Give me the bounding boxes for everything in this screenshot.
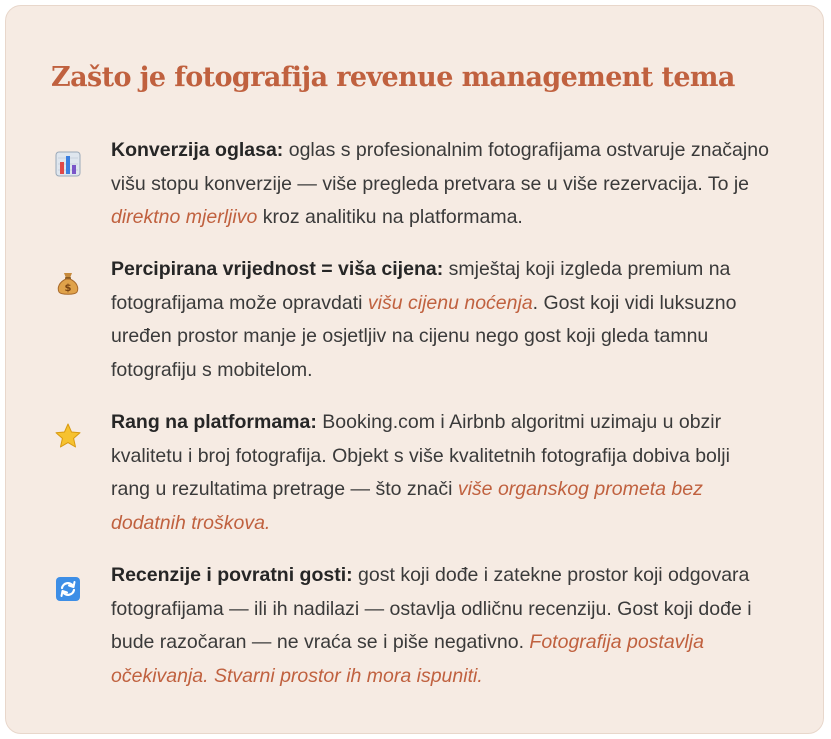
item-body-end: . Gost koji vidi luksuzno uređen prostor manje je osjetljiv na cijenu nego gost koji gleda tamnu fotografiju s mobitelom. [111,291,737,381]
item-body-end: kroz analitiku na platformama. [257,206,523,228]
item-text [111,559,771,693]
item-heading: Rang na platformama: [111,411,317,433]
item-heading: Percipirana vrijednost = viša cijena: [111,258,444,280]
item-body: gost koji dođe i zatekne prostor koji odgovara fotografijama — ili ih nadilazi — ostavlja odličnu recenziju. Gost koji dođe i bude razočaran — ne vraća se i piše negativno. [111,564,752,653]
bar-chart-icon [54,150,82,178]
item-text [111,253,771,387]
item-heading: Recenzije i povratni gosti: [111,564,353,586]
item-highlight: više organskog prometa bez dodatnih troškova. [111,478,703,534]
item-highlight: višu cijenu noćenja [367,291,533,314]
star-icon [54,422,82,450]
card-title: Zašto je fotografija revenue management tema [51,62,735,93]
item-text [111,134,771,235]
list-item-conversion [6,134,825,264]
list-item-platform-rank [6,406,825,536]
item-heading: Konverzija oglasa: [111,139,284,161]
list-item-reviews [6,559,825,689]
item-body: smještaj koji izgleda premium na fotografijama može opravdati [111,258,731,314]
info-card [5,5,824,734]
item-body: oglas s profesionalnim fotografijama ostvaruje značajno višu stopu konverzije — više pregleda pretvara se u više rezervacija. To je [111,139,769,195]
item-highlight: Fotografija postavlja očekivanja. Stvarni prostor ih mora ispuniti. [111,631,704,687]
svg-text:$: $ [64,283,72,294]
money-bag-icon [54,269,82,297]
item-body: Booking.com i Airbnb algoritmi uzimaju u obzir kvalitetu i broj fotografija. Objekt s više kvalitetnih fotografija dobiva bolji rang u rezultatima pretrage — što znači [111,411,730,500]
refresh-icon [54,575,82,603]
list-item-perceived-value [6,253,825,383]
item-highlight: direktno mjerljivo [111,206,258,228]
item-text [111,406,771,540]
